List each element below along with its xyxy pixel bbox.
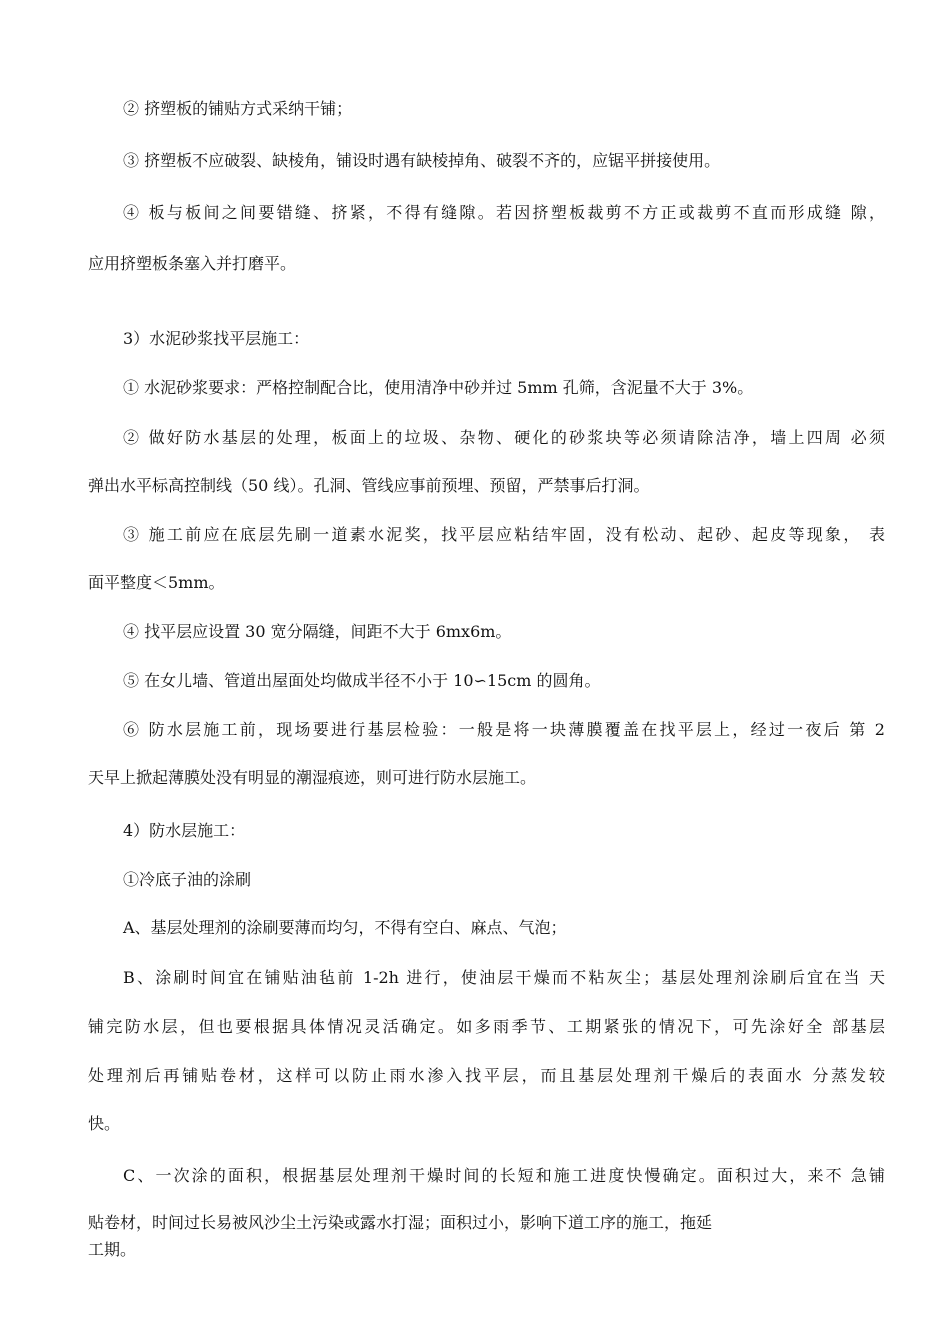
paragraph-line: 面平整度＜5mm。 [88, 573, 225, 592]
paragraph-line: ③ 施工前应在底层先刷一道素水泥奖，找平层应粘结牢固，没有松动、起砂、起皮等现象， 表 [123, 525, 885, 544]
paragraph-line: 应用挤塑板条塞入并打磨平。 [88, 254, 297, 273]
paragraph-line: ② 做好防水基层的处理，板面上的垃圾、杂物、硬化的砂浆块等必须请除洁净，墙上四周 必须 [123, 428, 885, 447]
paragraph-line: 天早上掀起薄膜处没有明显的潮湿痕迹，则可进行防水层施工。 [88, 768, 537, 787]
section-heading: 4）防水层施工： [123, 821, 246, 840]
paragraph-line: ④ 找平层应设置 30 宽分隔缝，间距不大于 6mx6m。 [123, 622, 512, 641]
paragraph-line: 快。 [88, 1114, 121, 1133]
paragraph-line: B、涂刷时间宜在铺贴油毡前 1-2h 进行，使油层干燥而不粘灰尘；基层处理剂涂刷后宜在当 天 [123, 968, 885, 987]
paragraph-line: ② 挤塑板的铺贴方式采纳干铺； [123, 99, 353, 118]
section-heading: 3）水泥砂浆找平层施工： [123, 329, 310, 348]
subsection-heading: ①冷底子油的涂刷 [123, 870, 252, 889]
paragraph-line: 铺完防水层，但也要根据具体情况灵活确定。如多雨季节、工期紧张的情况下，可先涂好全 部基层 [88, 1017, 885, 1036]
paragraph-line: A、基层处理剂的涂刷要薄而均匀，不得有空白、麻点、气泡； [123, 918, 567, 937]
paragraph-line: 工期。 [88, 1240, 137, 1259]
paragraph-line: 贴卷材，时间过长易被风沙尘土污染或露水打湿；面积过小，影响下道工序的施工，拖延 [88, 1213, 713, 1232]
paragraph-line: ④ 板与板间之间要错缝、挤紧，不得有缝隙。若因挤塑板裁剪不方正或裁剪不直而形成缝 隙， [123, 203, 885, 222]
paragraph-line: ③ 挤塑板不应破裂、缺棱角，铺设时遇有缺棱掉角、破裂不齐的，应锯平拼接使用。 [123, 151, 721, 170]
paragraph-line: C、一次涂的面积，根据基层处理剂干燥时间的长短和施工进度快慢确定。面积过大，来不 急铺 [123, 1166, 885, 1185]
paragraph-line: ① 水泥砂浆要求：严格控制配合比，使用清净中砂并过 5mm 孔筛，含泥量不大于 3%。 [123, 378, 754, 397]
paragraph-line: 弹出水平标高控制线（50 线）。孔洞、管线应事前预埋、预留，严禁事后打洞。 [88, 476, 650, 495]
paragraph-line: 处理剂后再铺贴卷材，这样可以防止雨水渗入找平层，而且基层处理剂干燥后的表面水 分蒸发较 [88, 1066, 885, 1085]
paragraph-line: ⑤ 在女儿墙、管道出屋面处均做成半径不小于 10∽15cm 的圆角。 [123, 671, 601, 690]
paragraph-line: ⑥ 防水层施工前，现场要进行基层检验：一般是将一块薄膜覆盖在找平层上，经过一夜后 第 2 [123, 720, 885, 739]
